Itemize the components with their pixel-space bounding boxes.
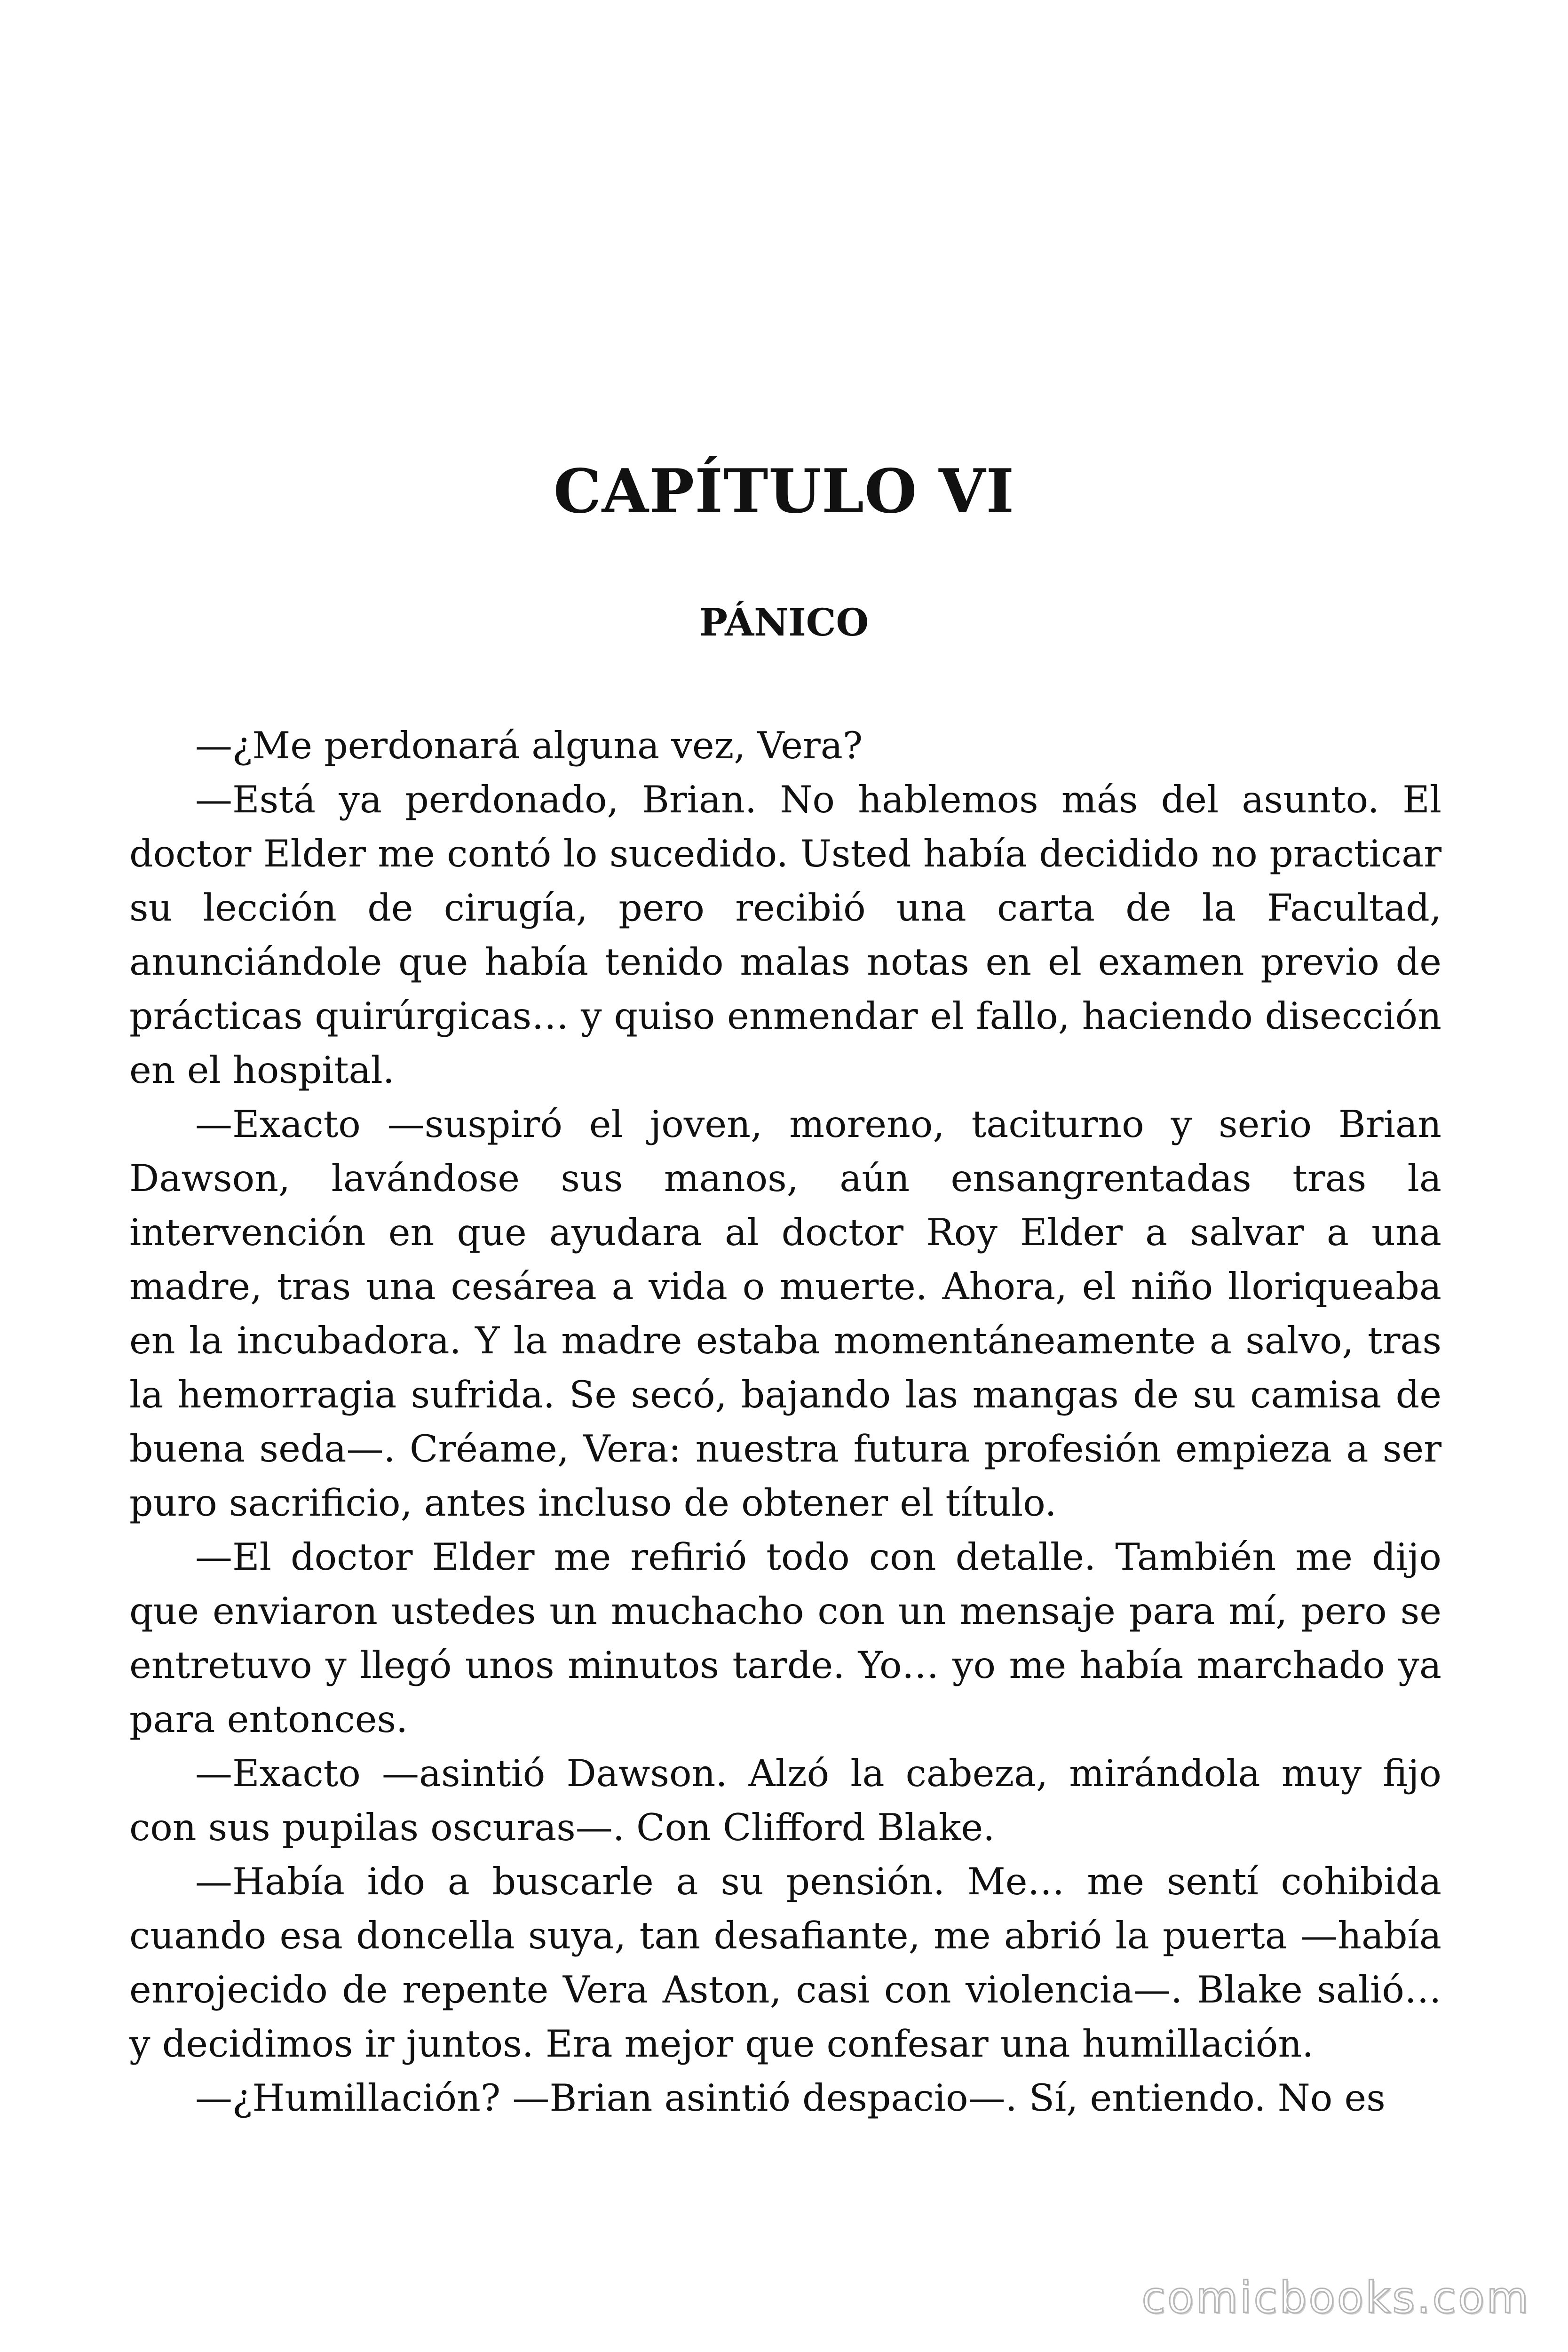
paragraph: —Había ido a buscarle a su pensión. Me… me sentí cohibida cuando esa doncella suya, tan desafiante, me abrió la puerta —había enrojecido de repente Vera Aston, casi con violencia—. Blake salió… y decidimos ir juntos. Era mejor que confesar una humillación. [129,1860,1441,2066]
body-text [129,719,1441,2125]
paragraph: —Está ya perdonado, Brian. No hablemos más del asunto. El doctor Elder me contó lo sucedido. Usted había decidido no practicar su lección de cirugía, pero recibió una carta de la Facultad, anunciándole que había tenido malas notas en el examen previo de prácticas quirúrgicas… y quiso enmendar el fallo, haciendo disección en el hospital. [129,778,1441,1092]
chapter-title: CAPÍTULO VI [553,456,1015,527]
paragraph: —¿Humillación? —Brian asintió despacio—. Sí, entiendo. No es [195,2076,1386,2120]
paragraph: —Exacto —suspiró el joven, moreno, taciturno y serio Brian Dawson, lavándose sus manos, aún ensangrentadas tras la intervención en que ayudara al doctor Roy Elder a salvar a una madre, tras una cesárea a vida o muerte. Ahora, el niño lloriqueaba en la incubadora. Y la madre estaba momentáneamente a salvo, tras la hemorragia sufrida. Se secó, bajando las mangas de su camisa de buena seda—. Créame, Vera: nuestra futura profesión empieza a ser puro sacrificio, antes incluso de obtener el título. [129,1103,1441,1525]
paragraph: —Exacto —asintió Dawson. Alzó la cabeza, mirándola muy fijo con sus pupilas oscuras—. Con Clifford Blake. [129,1752,1441,1849]
paragraph: —El doctor Elder me refirió todo con detalle. También me dijo que enviaron ustedes un muchacho con un mensaje para mí, pero se entretuvo y llegó unos minutos tarde. Yo… yo me había marchado ya para entonces. [129,1535,1441,1741]
chapter-subtitle: PÁNICO [699,600,869,644]
paragraph: —¿Me perdonará alguna vez, Vera? [195,724,863,767]
watermark: comicbooks.com [1141,2273,1530,2323]
